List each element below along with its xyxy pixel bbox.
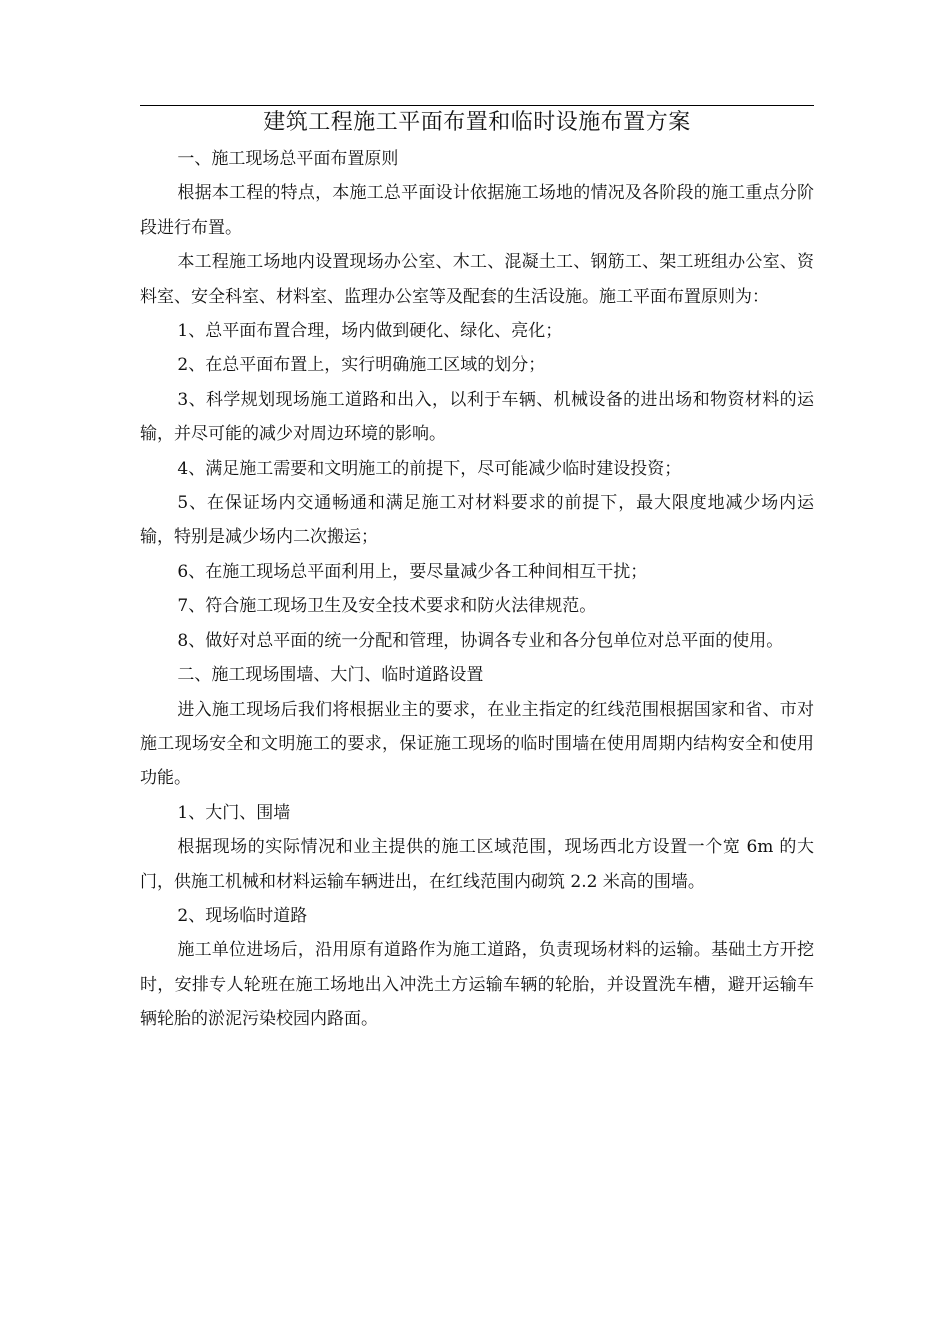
paragraph: 本工程施工场地内设置现场办公室、木工、混凝土工、钢筋工、架工班组办公室、资料室、安全科室、材料室、监理办公室等及配套的生活设施。施工平面布置原则为： xyxy=(140,252,814,307)
paragraph: 根据本工程的特点，本施工总平面设计依据施工场地的情况及各阶段的施工重点分阶段进行布置。 xyxy=(140,183,814,238)
paragraph: 根据现场的实际情况和业主提供的施工区域范围，现场西北方设置一个宽 6m 的大门，供施工机械和材料运输车辆进出，在红线范围内砌筑 2.2 米高的围墙。 xyxy=(140,837,814,892)
list-item: 1、总平面布置合理，场内做到硬化、绿化、亮化； xyxy=(177,321,563,342)
list-item: 4、满足施工需要和文明施工的前提下，尽可能减少临时建设投资； xyxy=(177,458,682,479)
header-rule xyxy=(140,105,814,106)
document-title: 建筑工程施工平面布置和临时设施布置方案 xyxy=(263,110,691,135)
list-item: 6、在施工现场总平面利用上，要尽量减少各工种间相互干扰； xyxy=(177,561,648,582)
list-item: 3、科学规划现场施工道路和出入，以利于车辆、机械设备的进出场和物资材料的运输，并尽可能的减少对周边环境的影响。 xyxy=(140,389,814,445)
paragraph: 进入施工现场后我们将根据业主的要求，在业主指定的红线范围根据国家和省、市对施工现场安全和文明施工的要求，保证施工现场的临时围墙在使用周期内结构安全和使用功能。 xyxy=(140,699,814,789)
paragraph: 施工单位进场后，沿用原有道路作为施工道路，负责现场材料的运输。基础土方开挖时，安排专人轮班在施工场地出入冲洗土方运输车辆的轮胎，并设置洗车槽，避开运输车辆轮胎的淤泥污染校园内路面。 xyxy=(140,940,814,1030)
list-item: 8、做好对总平面的统一分配和管理，协调各专业和各分包单位对总平面的使用。 xyxy=(177,630,784,651)
list-item: 2、在总平面布置上，实行明确施工区域的划分； xyxy=(177,355,546,376)
list-item: 5、在保证场内交通畅通和满足施工对材料要求的前提下，最大限度地减少场内运输，特别是减少场内二次搬运； xyxy=(140,493,814,548)
section-heading: 二、施工现场围墙、大门、临时道路设置 xyxy=(177,665,484,686)
document-body xyxy=(140,142,814,1037)
list-item: 7、符合施工现场卫生及安全技术要求和防火法律规范。 xyxy=(177,596,597,617)
subsection-heading: 1、大门、围墙 xyxy=(177,802,291,823)
subsection-heading: 2、现场临时道路 xyxy=(177,905,308,926)
section-heading: 一、施工现场总平面布置原则 xyxy=(177,149,399,169)
